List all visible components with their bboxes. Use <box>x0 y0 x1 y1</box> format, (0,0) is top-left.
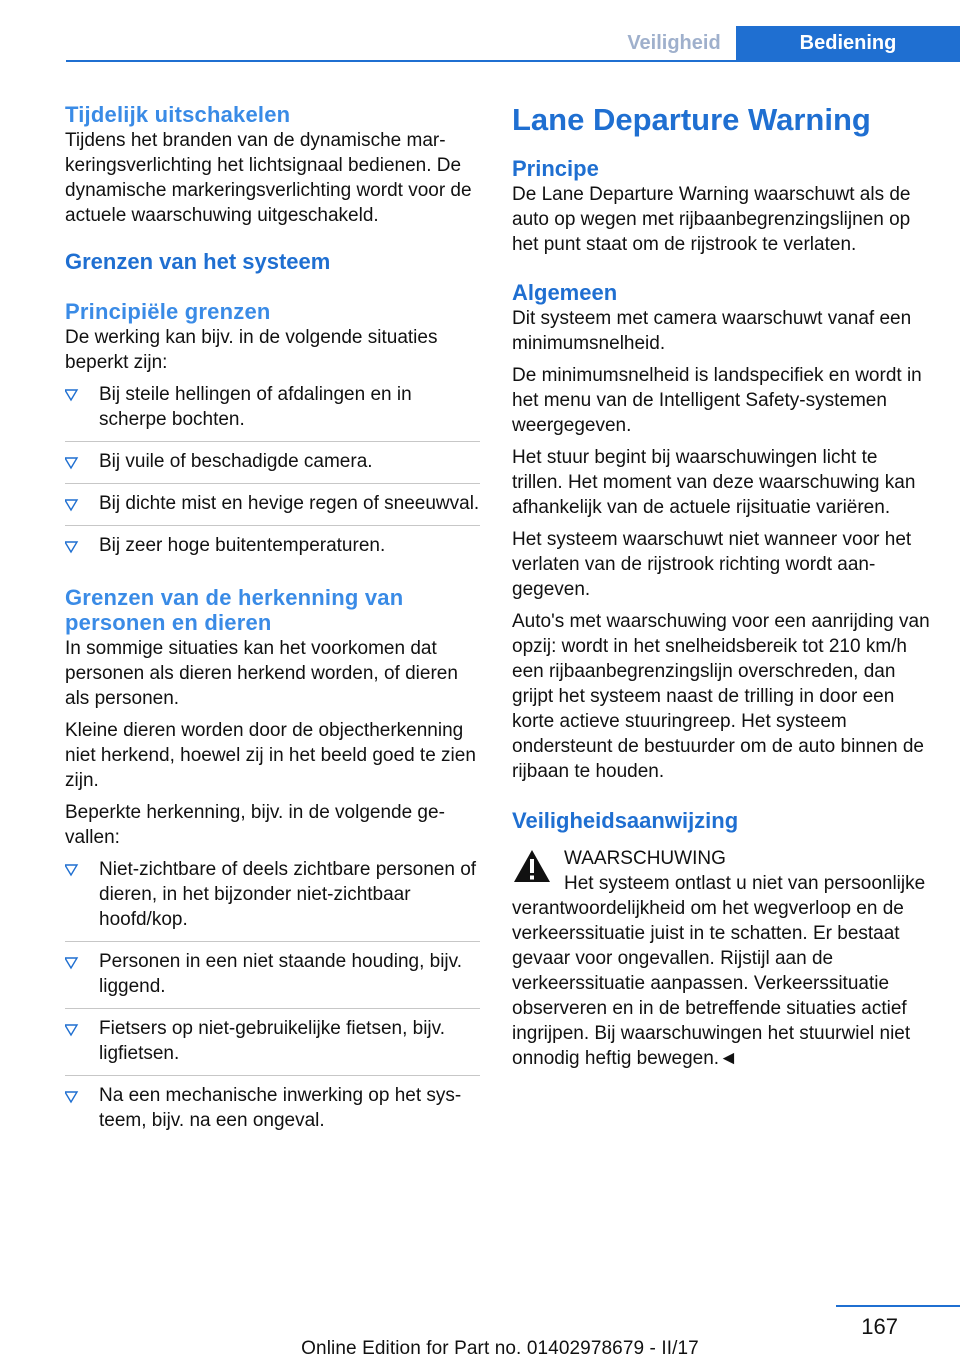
triangle-bullet-icon <box>65 1084 99 1109</box>
general-p4: Het systeem waarschuwt niet wanneer voor het verlaten van de rijstrook richting wordt aangegeven. <box>512 529 912 600</box>
general-p2: De minimumsnelheid is landspecifiek en wordt in het menu van de Intelligent Safety-systemen weergegeven. <box>512 365 922 436</box>
temp-off-text: Tijdens het branden van de dynamische markeringsverlichting het lichtsignaal bedienen. De dynamische markeringsverlichting wordt voor de actuele waarschuwing uitgeschakeld. <box>65 130 472 226</box>
triangle-bullet-icon <box>65 857 99 882</box>
heading-principiele-grenzen: Principiële grenzen <box>65 299 271 324</box>
list-item: Bij vuile of beschadigde camera. <box>65 441 480 474</box>
tab-veiligheid[interactable]: Veiligheid <box>627 31 721 54</box>
footer-divider <box>836 1305 960 1307</box>
triangle-bullet-icon <box>65 450 99 475</box>
warning-block <box>512 846 932 1071</box>
list-item: Bij zeer hoge buitentemperaturen. <box>65 525 480 558</box>
warning-label: WAARSCHUWING <box>564 848 726 869</box>
principal-limits-list <box>65 382 480 558</box>
heading-veiligheidsaanwijzing: Veiligheidsaanwijzing <box>512 808 739 833</box>
warning-text: Het systeem ontlast u niet van persoonlijke verantwoordelijkheid om het wegverloop en de verkeerssituatie juist in te schatten. Er bestaat gevaar voor ongevallen. Rijstijl aan de verkeerssituatie aanpassen. Verkeerssituatie observeren en in de betreffende situaties actief ingrijpen. Bij waarschuwingen het stuurwiel niet onnodig heftig bewegen.◄ <box>512 873 926 1069</box>
recognition-p1: In sommige situaties kan het voorkomen dat personen als dieren herkend worden, of dieren als personen. <box>65 638 458 709</box>
heading-grenzen-systeem: Grenzen van het systeem <box>65 249 331 274</box>
page-header <box>0 0 960 62</box>
principle-text: De Lane Departure Warning waarschuwt als de auto op wegen met rijbaanbegrenzingslijnen op het punt staat om de rijstrook te verlaten. <box>512 184 911 255</box>
left-column <box>65 102 480 1142</box>
general-p3: Het stuur begint bij waarschuwingen licht te trillen. Het moment van deze waarschuwing kan afhankelijk van de actuele rijsituatie variëren. <box>512 447 916 518</box>
warning-triangle-icon <box>512 848 552 884</box>
principal-limits-intro: De werking kan bijv. in de volgende situaties beperkt zijn: <box>65 327 438 373</box>
tab-bediening[interactable]: Bediening <box>736 26 960 60</box>
triangle-bullet-icon <box>65 382 99 407</box>
list-item: Personen in een niet staande houding, bijv. liggend. <box>65 941 480 999</box>
list-item: Niet-zichtbare of deels zichtbare personen of dieren, in het bijzonder niet-zichtbaar hoofd/kop. <box>65 857 480 932</box>
general-p1: Dit systeem met camera waarschuwt vanaf een minimumsnelheid. <box>512 308 912 354</box>
page-title: Lane Departure Warning <box>512 102 871 137</box>
recognition-p2: Kleine dieren worden door de objectherkenning niet herkend, hoewel zij in het beeld goed te zien zijn. <box>65 720 476 791</box>
general-p5: Auto's met waarschuwing voor een aanrijding van opzij: wordt in het snelheidsbereik tot 210 km/h een rijbaanbegrenzingslijn overschreden, dan grijpt het systeem naast de trilling in door een korte actieve stuuringreep. Het systeem ondersteunt de bestuurder om de auto binnen de rijbaan te houden. <box>512 611 930 782</box>
triangle-bullet-icon <box>65 1017 99 1042</box>
heading-algemeen: Algemeen <box>512 280 618 305</box>
header-divider <box>66 60 960 62</box>
heading-principe: Principe <box>512 156 599 181</box>
page-number: 167 <box>861 1314 898 1339</box>
list-item: Na een mechanische inwerking op het systeem, bijv. na een ongeval. <box>65 1075 480 1133</box>
triangle-bullet-icon <box>65 950 99 975</box>
triangle-bullet-icon <box>65 534 99 559</box>
list-item: Bij steile hellingen of afdalingen en in scherpe bochten. <box>65 382 480 432</box>
recognition-limits-list <box>65 857 480 1133</box>
heading-grenzen-herkenning: Grenzen van de herkenning van personen en dieren <box>65 585 404 635</box>
heading-tijdelijk-uitschakelen: Tijdelijk uitschakelen <box>65 102 291 127</box>
edition-note: Online Edition for Part no. 01402978679 - II/17 <box>301 1338 699 1359</box>
triangle-bullet-icon <box>65 492 99 517</box>
recognition-p3: Beperkte herkenning, bijv. in de volgende gevallen: <box>65 802 445 848</box>
right-column <box>512 102 932 1071</box>
list-item: Fietsers op niet-gebruikelijke fietsen, bijv. ligfietsen. <box>65 1008 480 1066</box>
list-item: Bij dichte mist en hevige regen of sneeuwval. <box>65 483 480 516</box>
